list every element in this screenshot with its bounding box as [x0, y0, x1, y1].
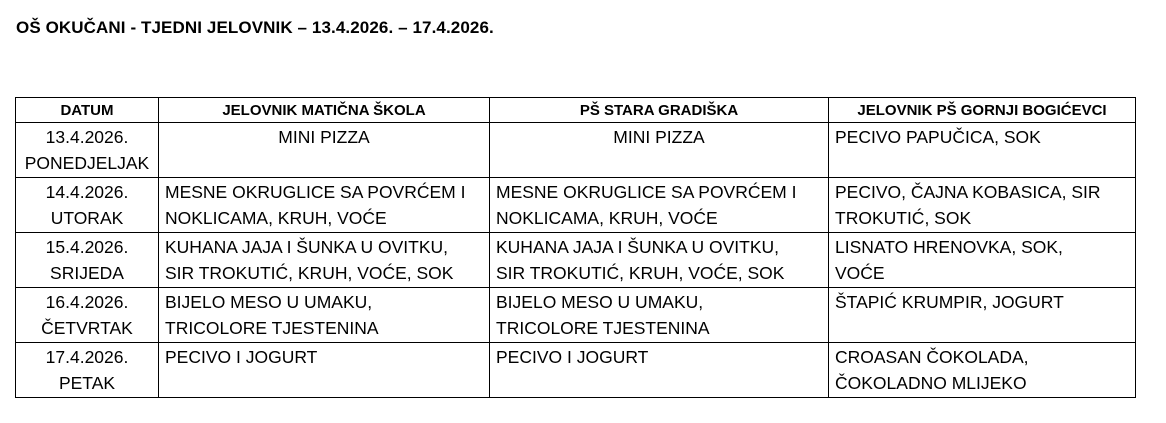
date-value: 14.4.2026. — [45, 182, 129, 202]
menu-line: ŠTAPIĆ KRUMPIR, JOGURT — [835, 292, 1064, 312]
menu-cell-stara-gradiska — [490, 123, 829, 178]
menu-cell-stara-gradiska — [490, 343, 829, 398]
menu-line: LISNATO HRENOVKA, SOK, — [835, 237, 1063, 257]
menu-line: PECIVO I JOGURT — [165, 347, 318, 367]
table-row — [16, 233, 1136, 288]
header-ps-gornji-bogicevci: JELOVNIK PŠ GORNJI BOGIĆEVCI — [829, 98, 1136, 123]
menu-cell-gornji-bogicevci — [829, 178, 1136, 233]
menu-line: KUHANA JAJA I ŠUNKA U OVITKU, — [496, 237, 779, 257]
day-name: ČETVRTAK — [41, 318, 133, 338]
menu-line: MESNE OKRUGLICE SA POVRĆEM I — [165, 182, 466, 202]
date-cell — [16, 288, 159, 343]
menu-cell-stara-gradiska — [490, 288, 829, 343]
menu-line: NOKLICAMA, KRUH, VOĆE — [165, 208, 387, 228]
menu-cell-stara-gradiska — [490, 178, 829, 233]
menu-cell-maticna — [159, 343, 490, 398]
page-title: OŠ OKUČANI - TJEDNI JELOVNIK – 13.4.2026. – 17.4.2026. — [16, 18, 494, 37]
date-value: 15.4.2026. — [45, 237, 129, 257]
menu-cell-gornji-bogicevci — [829, 288, 1136, 343]
header-ps-stara-gradiska: PŠ STARA GRADIŠKA — [490, 98, 829, 123]
day-name: SRIJEDA — [50, 263, 124, 283]
menu-line: PECIVO, ČAJNA KOBASICA, SIR — [835, 182, 1101, 202]
date-cell — [16, 343, 159, 398]
table-row — [16, 178, 1136, 233]
table-row — [16, 343, 1136, 398]
date-cell — [16, 178, 159, 233]
header-row — [16, 98, 1136, 123]
menu-line: TROKUTIĆ, SOK — [835, 208, 972, 228]
menu-line: NOKLICAMA, KRUH, VOĆE — [496, 208, 718, 228]
menu-cell-gornji-bogicevci — [829, 233, 1136, 288]
menu-cell-gornji-bogicevci — [829, 343, 1136, 398]
date-cell — [16, 233, 159, 288]
date-value: 13.4.2026. — [45, 127, 129, 147]
menu-line: MINI PIZZA — [278, 127, 370, 147]
menu-line: BIJELO MESO U UMAKU, — [496, 292, 704, 312]
menu-cell-maticna — [159, 123, 490, 178]
menu-line: PECIVO PAPUČICA, SOK — [835, 127, 1041, 147]
date-cell — [16, 123, 159, 178]
menu-cell-maticna — [159, 233, 490, 288]
menu-table — [15, 97, 1136, 398]
date-value: 16.4.2026. — [45, 292, 129, 312]
date-value: 17.4.2026. — [45, 347, 129, 367]
menu-line: SIR TROKUTIĆ, KRUH, VOĆE, SOK — [496, 263, 785, 283]
menu-line: TRICOLORE TJESTENINA — [165, 318, 379, 338]
day-name: PETAK — [58, 373, 116, 393]
menu-line: ČOKOLADNO MLIJEKO — [835, 373, 1027, 393]
menu-line: KUHANA JAJA I ŠUNKA U OVITKU, — [165, 237, 448, 257]
table-row — [16, 123, 1136, 178]
menu-line: SIR TROKUTIĆ, KRUH, VOĆE, SOK — [165, 263, 454, 283]
header-datum: DATUM — [16, 98, 159, 123]
header-maticna-skola: JELOVNIK MATIČNA ŠKOLA — [159, 98, 490, 123]
menu-line: BIJELO MESO U UMAKU, — [165, 292, 373, 312]
menu-line: MINI PIZZA — [613, 127, 705, 147]
day-name: PONEDJELJAK — [24, 153, 150, 173]
menu-line: CROASAN ČOKOLADA, — [835, 347, 1029, 367]
day-name: UTORAK — [50, 208, 124, 228]
menu-line: PECIVO I JOGURT — [496, 347, 649, 367]
menu-line: MESNE OKRUGLICE SA POVRĆEM I — [496, 182, 797, 202]
menu-line: VOĆE — [835, 263, 885, 283]
menu-cell-maticna — [159, 178, 490, 233]
menu-cell-gornji-bogicevci — [829, 123, 1136, 178]
menu-cell-stara-gradiska — [490, 233, 829, 288]
menu-cell-maticna — [159, 288, 490, 343]
table-row — [16, 288, 1136, 343]
menu-line: TRICOLORE TJESTENINA — [496, 318, 710, 338]
